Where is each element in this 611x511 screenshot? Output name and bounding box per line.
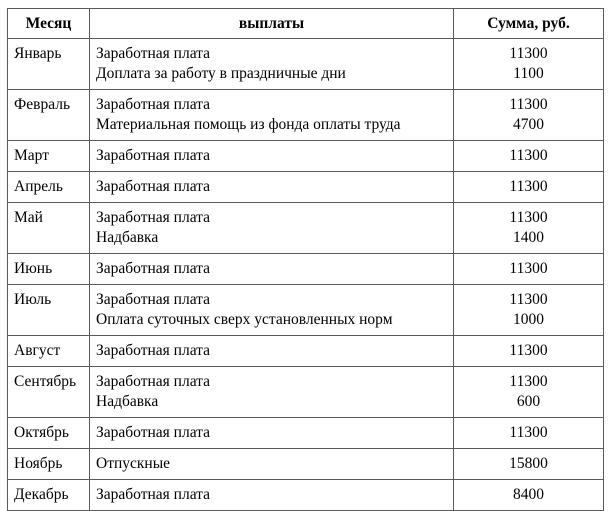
table-row: [8, 480, 604, 511]
payment-label: Заработная плата: [96, 147, 211, 164]
month-cell: Июль: [8, 285, 90, 336]
payments-cell: [90, 418, 454, 449]
payment-amount: 11300: [509, 342, 548, 359]
payment-label: Доплата за работу в праздничные дни: [96, 65, 346, 82]
payment-amount: 15800: [509, 455, 548, 472]
payment-label: Заработная плата: [96, 424, 211, 441]
payments-table: [7, 8, 604, 511]
month-cell: Июнь: [8, 254, 90, 285]
month-cell: Январь: [8, 39, 90, 90]
payment-amount: 4700: [513, 116, 544, 133]
payment-label: Заработная плата: [96, 178, 211, 195]
amount-cell: [454, 39, 604, 90]
payment-label: Надбавка: [96, 229, 159, 246]
amount-cell: [454, 336, 604, 367]
payments-cell: [90, 449, 454, 480]
table-body: [8, 39, 604, 511]
payment-amount: 1100: [513, 65, 544, 82]
payment-amount: 11300: [509, 147, 548, 164]
payment-label: Заработная плата: [96, 291, 211, 308]
table-row: [8, 336, 604, 367]
amount-cell: [454, 418, 604, 449]
payment-amount: 1000: [513, 311, 544, 328]
header-amount: Сумма, руб.: [454, 9, 604, 39]
amount-cell: [454, 172, 604, 203]
table-row: [8, 254, 604, 285]
payments-cell: [90, 367, 454, 418]
amount-cell: [454, 254, 604, 285]
amount-cell: [454, 285, 604, 336]
table-row: [8, 285, 604, 336]
payment-amount: 1400: [513, 229, 544, 246]
month-cell: Август: [8, 336, 90, 367]
table-row: [8, 449, 604, 480]
amount-cell: [454, 480, 604, 511]
payment-amount: 600: [516, 393, 541, 410]
header-payments: выплаты: [90, 9, 454, 39]
payment-label: Заработная плата: [96, 342, 211, 359]
payment-amount: 11300: [509, 260, 548, 277]
table-row: [8, 39, 604, 90]
payments-cell: [90, 480, 454, 511]
month-cell: Ноябрь: [8, 449, 90, 480]
month-cell: Март: [8, 141, 90, 172]
payments-cell: [90, 39, 454, 90]
payment-label: Материальная помощь из фонда оплаты труда: [96, 116, 401, 133]
header-row: [8, 9, 604, 39]
payment-amount: 11300: [509, 96, 548, 113]
month-cell: Сентябрь: [8, 367, 90, 418]
amount-cell: [454, 449, 604, 480]
payments-cell: [90, 141, 454, 172]
month-cell: Октябрь: [8, 418, 90, 449]
payment-amount: 11300: [509, 209, 548, 226]
payment-amount: 8400: [513, 486, 544, 503]
payment-label: Заработная плата: [96, 260, 211, 277]
header-month: Месяц: [8, 9, 90, 39]
payment-amount: 11300: [509, 373, 548, 390]
payment-label: Отпускные: [96, 455, 171, 472]
payments-cell: [90, 336, 454, 367]
payment-label: Оплата суточных сверх установленных норм: [96, 311, 393, 328]
amount-cell: [454, 203, 604, 254]
table-row: [8, 367, 604, 418]
payments-cell: [90, 285, 454, 336]
payment-label: Заработная плата: [96, 209, 211, 226]
month-cell: Февраль: [8, 90, 90, 141]
table-row: [8, 141, 604, 172]
payment-label: Заработная плата: [96, 96, 211, 113]
payment-label: Надбавка: [96, 393, 159, 410]
payment-amount: 11300: [509, 291, 548, 308]
table-row: [8, 172, 604, 203]
amount-cell: [454, 141, 604, 172]
payment-amount: 11300: [509, 45, 548, 62]
payment-amount: 11300: [509, 178, 548, 195]
payments-cell: [90, 172, 454, 203]
month-cell: Апрель: [8, 172, 90, 203]
table-row: [8, 90, 604, 141]
payments-cell: [90, 90, 454, 141]
payment-label: Заработная плата: [96, 373, 211, 390]
month-cell: Май: [8, 203, 90, 254]
payment-label: Заработная плата: [96, 486, 211, 503]
amount-cell: [454, 90, 604, 141]
table-row: [8, 418, 604, 449]
payments-cell: [90, 203, 454, 254]
payment-amount: 11300: [509, 424, 548, 441]
payment-label: Заработная плата: [96, 45, 211, 62]
table-row: [8, 203, 604, 254]
amount-cell: [454, 367, 604, 418]
table-header: [8, 9, 604, 39]
payments-cell: [90, 254, 454, 285]
month-cell: Декабрь: [8, 480, 90, 511]
